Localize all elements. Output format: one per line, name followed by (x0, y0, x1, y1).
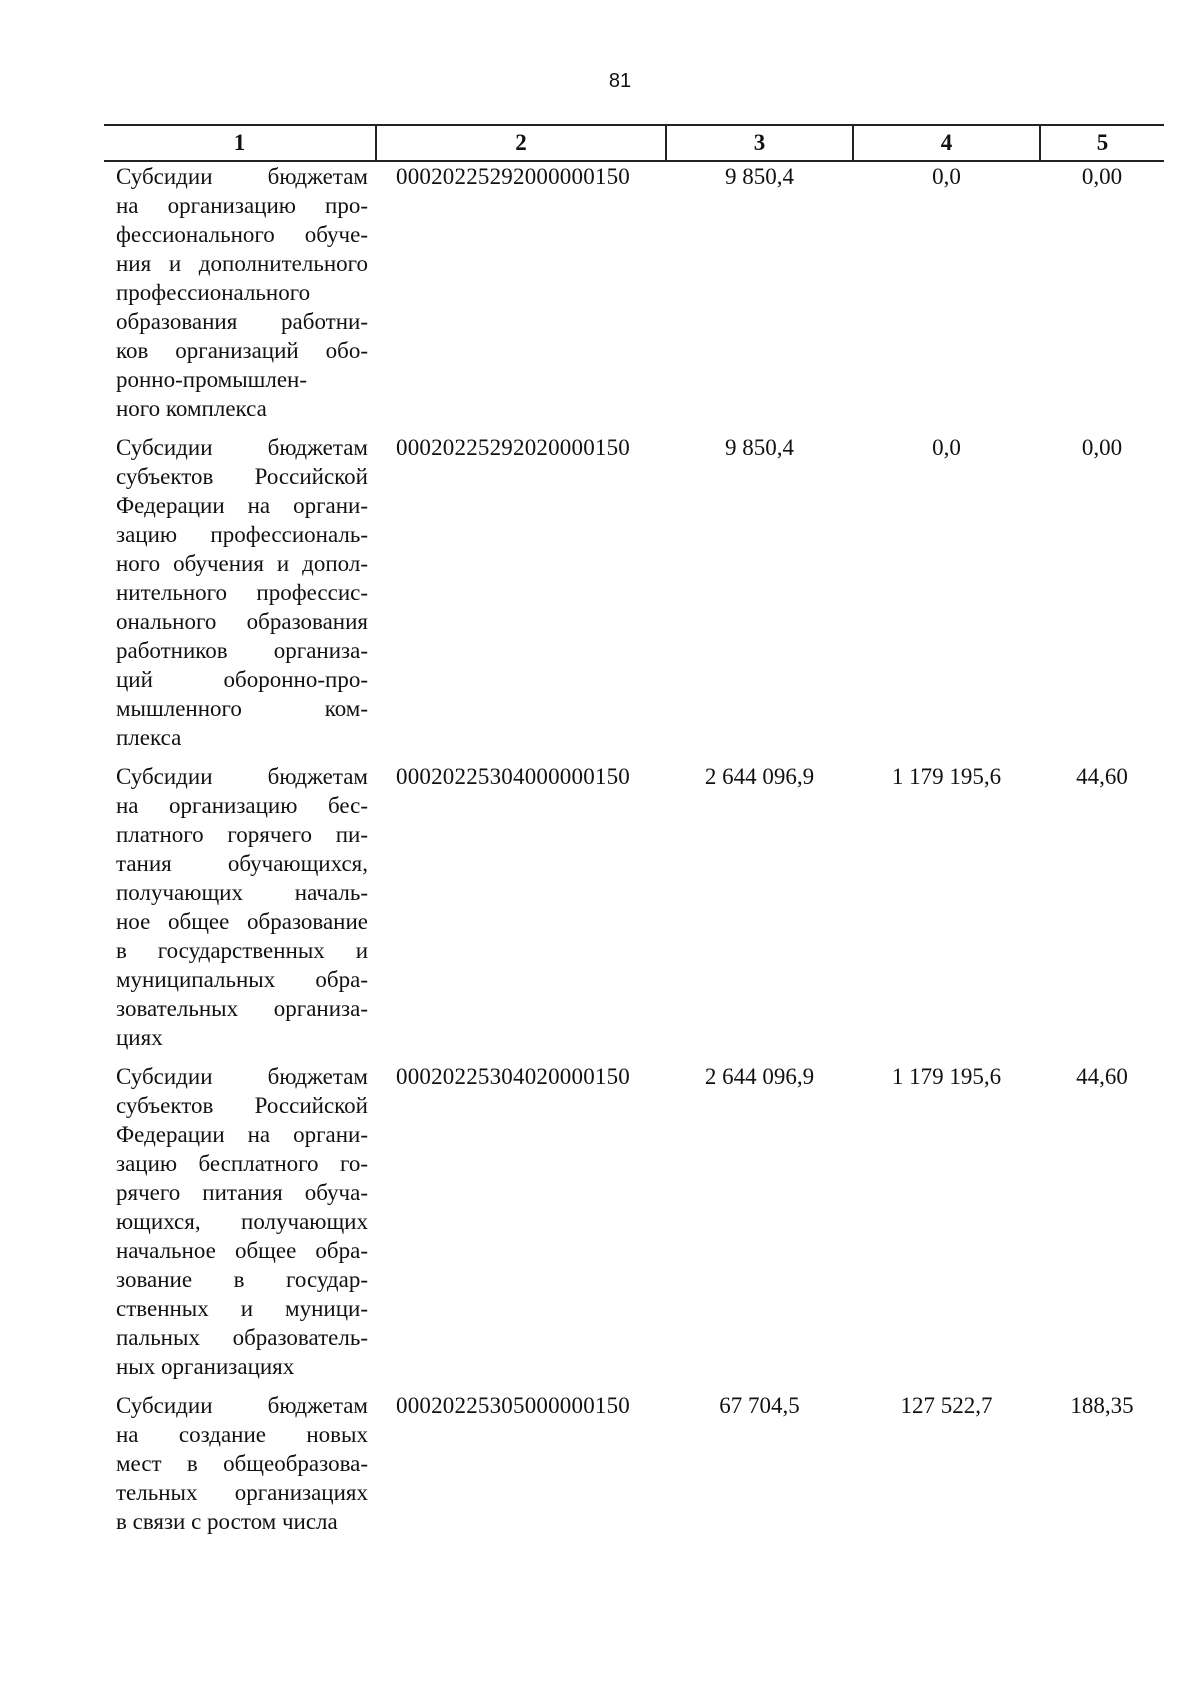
row-col4-cell: 1 179 195,6 (891, 764, 1002, 789)
row-name-line: муниципальных обра- (116, 967, 368, 992)
row-name-line: фессионального обуче- (116, 222, 368, 247)
row-name-line: работников организа- (116, 638, 368, 663)
row-name-line: в государственных и (116, 938, 368, 963)
row-name-cell (104, 1391, 376, 1546)
header-col-5: 5 (1040, 125, 1164, 161)
row-name-line: тельных организациях (116, 1480, 368, 1505)
table-row (104, 762, 1164, 1062)
row-name-line: Субсидии бюджетам (116, 764, 368, 789)
row-name-line: в связи с ростом числа (116, 1509, 338, 1534)
row-name-line: Федерации на органи- (116, 1122, 368, 1147)
header-col-4: 4 (853, 125, 1040, 161)
row-name-line: онального образования (116, 609, 368, 634)
header-col-2: 2 (376, 125, 666, 161)
row-name-line: ственных и муници- (116, 1296, 368, 1321)
row-name-line: на организацию про- (116, 193, 368, 218)
row-name-line: субъектов Российской (116, 464, 368, 489)
row-name-line: пальных образователь- (116, 1325, 368, 1350)
row-name-line: получающих началь- (116, 880, 368, 905)
row-col5-cell: 0,00 (1081, 164, 1123, 189)
row-name-line: на создание новых (116, 1422, 368, 1447)
row-name-line: Субсидии бюджетам (116, 1393, 368, 1418)
row-col3-cell: 67 704,5 (719, 1393, 800, 1418)
row-name-line: зовательных организа- (116, 996, 368, 1021)
row-name-line: Субсидии бюджетам (116, 435, 368, 460)
row-name-line: тания обучающихся, (116, 851, 368, 876)
table-row (104, 433, 1164, 762)
row-name-line: образования работни- (116, 309, 368, 334)
row-name-line: мышленного ком- (116, 696, 368, 721)
row-col5-cell: 44,60 (1076, 764, 1128, 789)
header-col-3: 3 (666, 125, 853, 161)
table-row (104, 1391, 1164, 1546)
row-name-line: ций оборонно-про- (116, 667, 368, 692)
table-body (104, 161, 1164, 1546)
row-col4-cell: 1 179 195,6 (891, 1064, 1002, 1089)
row-col4-cell: 127 522,7 (900, 1393, 993, 1418)
row-name-line: ков организаций обо- (116, 338, 368, 363)
header-row (104, 125, 1164, 161)
row-code-cell: 00020225292020000150 (396, 435, 630, 460)
row-name-line: на организацию бес- (116, 793, 368, 818)
row-name-cell (104, 433, 376, 762)
table-header (104, 125, 1164, 161)
row-col4-cell: 0,0 (932, 164, 961, 189)
row-name-line: ронно-промышлен- (116, 367, 308, 392)
row-col3-cell: 9 850,4 (725, 164, 794, 189)
row-name-line: начальное общее обра- (116, 1238, 368, 1263)
row-col5-cell: 0,00 (1081, 435, 1123, 460)
row-col4-cell: 0,0 (932, 435, 961, 460)
table-row (104, 1062, 1164, 1391)
row-name-cell (104, 762, 376, 1062)
row-name-cell (104, 1062, 376, 1391)
row-name-line: ного обучения и допол- (116, 551, 368, 576)
row-name-cell (104, 161, 376, 433)
row-col3-cell: 2 644 096,9 (704, 764, 815, 789)
row-name-line: ных организациях (116, 1354, 295, 1379)
row-col3-cell: 9 850,4 (725, 435, 794, 460)
row-name-line: рячего питания обуча- (116, 1180, 368, 1205)
header-col-1: 1 (104, 125, 376, 161)
row-name-line: мест в общеобразова- (116, 1451, 368, 1476)
budget-table (104, 124, 1164, 1546)
row-name-line: ного комплекса (116, 396, 267, 421)
page-number: 81 (608, 70, 632, 92)
row-name-line: ния и дополнительного (116, 251, 368, 276)
row-name-line: ющихся, получающих (116, 1209, 368, 1234)
row-name-line: Субсидии бюджетам (116, 1064, 368, 1089)
row-col5-cell: 44,60 (1076, 1064, 1128, 1089)
row-code-cell: 00020225292000000150 (396, 164, 630, 189)
row-name-line: Субсидии бюджетам (116, 164, 368, 189)
row-name-line: субъектов Российской (116, 1093, 368, 1118)
row-name-line: плекса (116, 725, 182, 750)
table-row (104, 161, 1164, 433)
row-name-line: нительного профессис- (116, 580, 368, 605)
row-code-cell: 00020225304000000150 (396, 764, 630, 789)
row-code-cell: 00020225304020000150 (396, 1064, 630, 1089)
row-name-line: циях (116, 1025, 163, 1050)
row-col5-cell: 188,35 (1070, 1393, 1134, 1418)
row-name-line: ное общее образование (116, 909, 368, 934)
row-name-line: Федерации на органи- (116, 493, 368, 518)
row-code-cell: 00020225305000000150 (396, 1393, 630, 1418)
row-name-line: профессионального (116, 280, 311, 305)
row-col3-cell: 2 644 096,9 (704, 1064, 815, 1089)
row-name-line: зацию профессиональ- (116, 522, 368, 547)
row-name-line: зование в государ- (116, 1267, 368, 1292)
row-name-line: зацию бесплатного го- (116, 1151, 368, 1176)
row-name-line: платного горячего пи- (116, 822, 368, 847)
